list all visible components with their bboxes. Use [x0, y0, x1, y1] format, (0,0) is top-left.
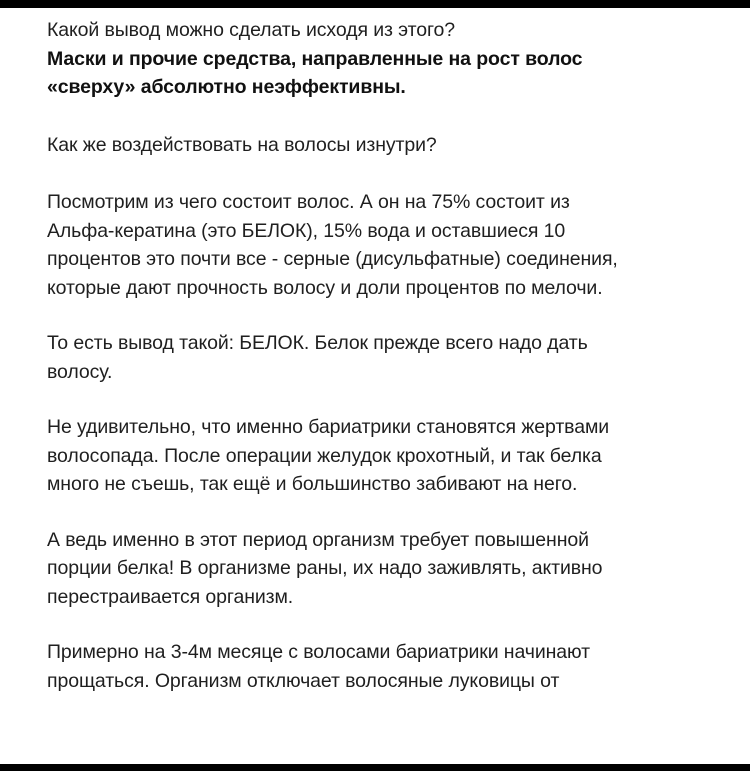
text-line: Альфа-кератина (это БЕЛОК), 15% вода и оставшиеся 10	[47, 219, 566, 242]
paragraph-gap	[47, 499, 727, 526]
paragraph-months	[47, 638, 727, 695]
question-line: Какой вывод можно сделать исходя из этого?	[47, 19, 456, 41]
text-line: Посмотрим из чего состоит волос. А он на 75% состоит из	[47, 191, 570, 213]
text-line: порции белка! В организме раны, их надо заживлять, активно	[47, 557, 603, 579]
paragraph-protein	[47, 329, 727, 386]
paragraph-hair-composition	[47, 188, 727, 302]
conclusion-bold-line-1: Маски и прочие средства, направленные на рост волос	[47, 47, 583, 70]
paragraph-gap	[47, 102, 727, 131]
paragraph-gap	[47, 611, 727, 638]
question-line-2: Как же воздействовать на волосы изнутри?	[47, 133, 437, 156]
conclusion-bold-line-2: «сверху» абсолютно неэффективны.	[47, 76, 406, 98]
document-page	[0, 8, 750, 764]
paragraph-gap	[47, 386, 727, 413]
text-line: Не удивительно, что именно бариатрики становятся жертвами	[47, 416, 610, 438]
text-line: волосу.	[47, 360, 113, 383]
text-line: прощаться. Организм отключает волосяные луковицы от	[47, 669, 560, 692]
paragraph-gap	[47, 302, 727, 329]
text-line: перестраивается организм.	[47, 585, 294, 608]
text-line: Примерно на 3-4м месяце с волосами бариатрики начинают	[47, 641, 590, 663]
article-body	[47, 16, 727, 695]
text-line: которые дают прочность волосу и доли процентов по мелочи.	[47, 276, 603, 299]
paragraph-bariatrics	[47, 413, 727, 499]
paragraph-period	[47, 526, 727, 612]
text-line: процентов это почти все - серные (дисульфатные) соединения,	[47, 248, 618, 270]
text-line: волосопада. После операции желудок крохотный, и так белка	[47, 444, 602, 467]
text-line: А ведь именно в этот период организм требует повышенной	[47, 528, 589, 551]
text-line: То есть вывод такой: БЕЛОК. Белок прежде всего надо дать	[47, 332, 588, 354]
paragraph-gap	[47, 159, 727, 188]
text-line: много не съешь, так ещё и большинство забивают на него.	[47, 473, 578, 495]
